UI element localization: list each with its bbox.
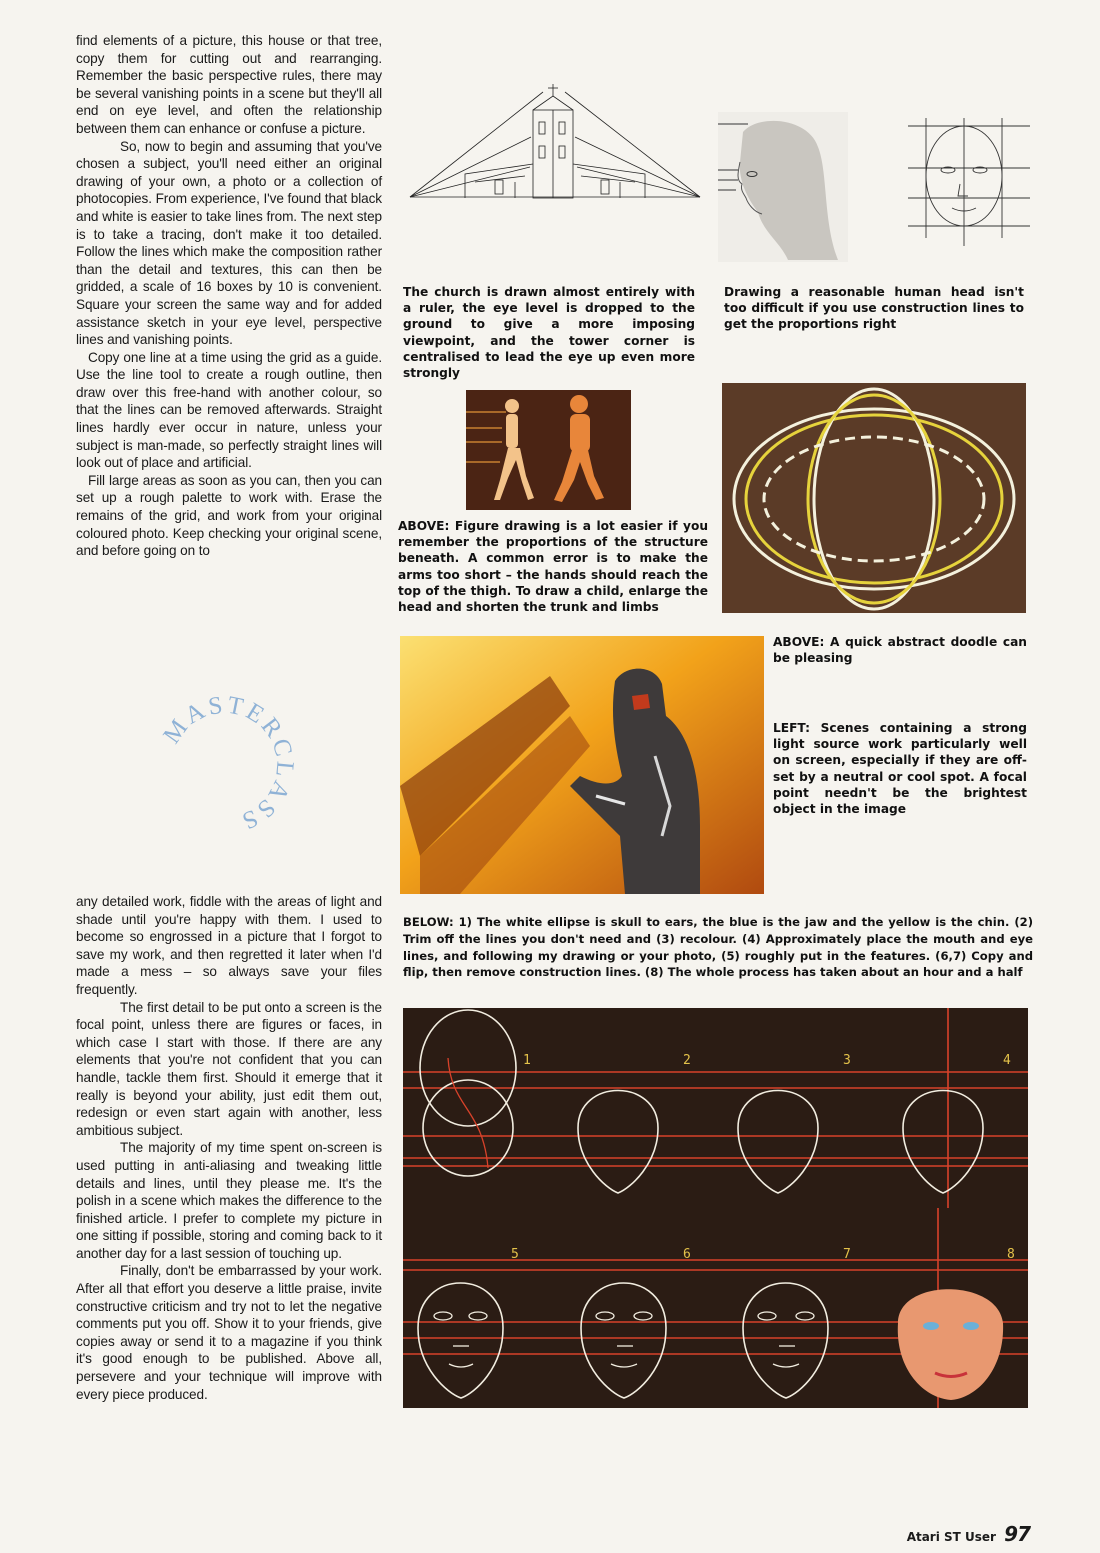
face-step-label: 8 [1007,1247,1015,1262]
head-construction-sketch [908,118,1030,246]
walking-figure-image [466,390,631,510]
page-number: 97 [1004,1522,1030,1546]
paragraph: Fill large areas as soon as you can, then you can set up a rough palette to work with. Erase the remains of the grid, and work from your original coloured photo. Keep checking your original scene, and before going on to [76,472,382,559]
paragraph: Finally, don't be embarrassed by your work. After all that effort you deserve a little praise, invite constructive criticism and try not to let the negative comments put you off. Show it to your friends, give copies away or send it to a magazine if you think it's good enough to be published. Above all, persevere and your technique will improve with every piece produced. [76,1263,382,1402]
doodle-caption: ABOVE: A quick abstract doodle can be pleasing [773,635,1027,666]
face-step-label: 7 [843,1247,851,1262]
paragraph: So, now to begin and assuming that you've chosen a subject, you'll need either an original drawing of your own, a photo or a collection of photocopies. From experience, I've found that black and white is easier to take lines from. The next step is to take a tracing, don't make it too detailed. Follow the lines which make the composition rather than the detail and textures, this can then be gridded, a scale of 16 boxes by 10 is convenient. Square your screen the same way and for added assistance sketch in your eye level, perspective lines and vanishing points. [76,138,382,348]
light-caption: LEFT: Scenes containing a strong light source work particularly well on screen, especially if they are off-set by a neutral or cool spot. A focal point needn't be the brightest object in the image [773,721,1027,817]
face-step-label: 2 [683,1053,691,1068]
paragraph: Copy one line at a time using the grid as a guide. Use the line tool to create a rough outline, then draw over this free-hand with another colour, so that the lines can be removed afterwards. Straight lines hardly ever occur in nature, unless your subject is man-made, so perfectly straight lines will look out of place and artificial. [76,349,382,471]
magazine-name: Atari ST User [906,1530,996,1544]
face-step-label: 6 [683,1247,691,1262]
face-step-label: 5 [511,1247,519,1262]
steps-caption: BELOW: 1) The white ellipse is skull to ears, the blue is the jaw and the yellow is the chin. (2) Trim off the lines you don't need and (3) recolour. (4) Approximately place the mouth and eye lines, and following my drawing or your photo, (5) roughly put in the features. (6,7) Copy and flip, then remove construction lines. (8) The whole process has taken about an hour and a half [403,915,1033,980]
paragraph: find elements of a picture, this house or that tree, copy them for cutting out and rearranging. Remember the basic perspective rules, there may be several vanishing points in a scene but they'll all end on eye level, and often the relationship between them can enhance or confuse a picture. [76,33,382,136]
woman-profile-sketch [718,112,848,262]
church-perspective-drawing [405,82,705,210]
fire-scene-image [400,636,764,894]
svg-text:MASTERCLASS [158,692,298,836]
page-footer [907,1522,1030,1546]
masterclass-logo [150,690,300,840]
article-column-bottom [76,893,382,1403]
article-column-top [76,32,382,560]
face-construction-sequence [403,1008,1028,1408]
face-step-label: 1 [523,1053,531,1068]
masterclass-text: MASTERCLASS [158,691,299,836]
face-step-label: 3 [843,1053,851,1068]
paragraph: The first detail to be put onto a screen is the focal point, unless there are figures or faces, in which case I start with those. If there are any elements that you're not confident that you can handle, tackle them first. Should it emerge that it really is beyond your ability, just edit them out, redesign or even start again with another, less ambitious subject. [76,999,382,1138]
head-caption: Drawing a reasonable human head isn't too difficult if you use construction lines to get the proportions right [724,285,1024,332]
church-caption: The church is drawn almost entirely with a ruler, the eye level is dropped to the ground to give a more imposing viewpoint, and the tower corner is centralised to lead the eye up even more strongly [403,285,695,381]
paragraph: The majority of my time spent on-screen is used putting in anti-aliasing and tweaking little details and lines, until they please me. It's the polish in a scene which makes the difference to the finished article. I prefer to complete my picture in one sitting if possible, storing and coming back to it another day for a last session of touching up. [76,1140,382,1261]
faded-background-heading [400,42,1080,82]
face-step-label: 4 [1003,1053,1011,1068]
abstract-doodle-image [722,383,1026,613]
figure-caption: ABOVE: Figure drawing is a lot easier if you remember the proportions of the structure beneath. A common error is to make the arms too short – the hands should reach the top of the thigh. To draw a child, enlarge the head and shorten the trunk and limbs [398,519,708,615]
paragraph: any detailed work, fiddle with the areas of light and shade until you're happy with them. I used to become so engrossed in a picture that I forgot to save my work, and then regretted it later when I'd made a mess – so always save your files frequently. [76,894,382,997]
